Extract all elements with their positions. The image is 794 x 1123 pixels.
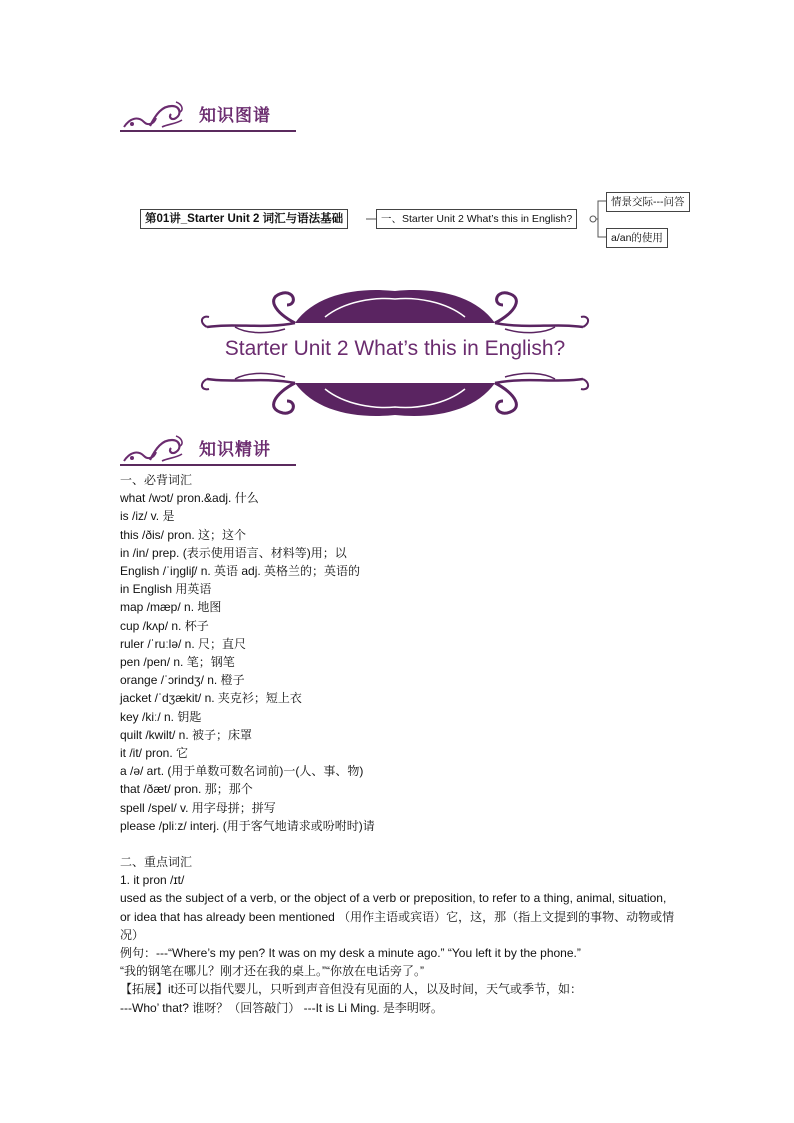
vocab-item: spell /spel/ v. 用字母拼；拼写 <box>120 800 276 815</box>
example-chinese: “我的钢笔在哪儿？刚才还在我的桌上。”“你放在电话旁了。” <box>120 964 424 979</box>
mindmap-child-node: 一、Starter Unit 2 What’s this in English? <box>376 209 577 229</box>
vocab-item: quilt /kwilt/ n. 被子；床罩 <box>120 727 253 742</box>
vocab-item: this /ðis/ pron. 这；这个 <box>120 527 247 542</box>
spacer <box>120 835 680 853</box>
key-vocab-heading: 二、重点词汇 <box>120 855 193 870</box>
banner-title: Starter Unit 2 What’s this in English? <box>224 337 566 360</box>
vocab-item: please /pliːz/ interj. (用于客气地请求或吩咐时)请 <box>120 818 375 833</box>
vocab-item: pen /pen/ n. 笔；钢笔 <box>120 655 235 670</box>
vocab-item: in English 用英语 <box>120 582 212 597</box>
vocab-item: a /ə/ art. (用于单数可数名词前)一(人、事、物) <box>120 764 364 779</box>
lesson-content <box>120 471 680 1017</box>
vocab-item: cup /kʌp/ n. 杯子 <box>120 618 209 633</box>
section-title: 知识图谱 <box>199 106 271 125</box>
vocab-item: is /iz/ v. 是 <box>120 509 175 524</box>
extension-note: 【拓展】it还可以指代婴儿，只听到声音但没有见面的人，以及时间，天气或季节，如： <box>120 982 583 997</box>
vocab-heading: 一、必背词汇 <box>120 473 193 487</box>
example-english: 例句：---“Where’s my pen? It was on my desk a minute ago.” “You left it by the phone.” <box>120 946 581 961</box>
mindmap-leaf-node: 情景交际---问答 <box>606 192 690 212</box>
vocab-item: that /ðæt/ pron. 那；那个 <box>120 782 253 797</box>
vocab-item: English /ˈiŋgliʃ/ n. 英语 adj. 英格兰的；英语的 <box>120 564 361 579</box>
vocab-item: jacket /ˈdʒækit/ n. 夹克衫；短上衣 <box>120 691 302 706</box>
vocab-item: orange /ˈɔrindʒ/ n. 橙子 <box>120 673 245 688</box>
key-vocab-item-title: 1. it pron /ɪt/ <box>120 873 185 888</box>
vocab-item: it /it/ pron. 它 <box>120 746 189 761</box>
flourish-ornament-icon <box>120 434 192 464</box>
mindmap-root-node: 第01讲_Starter Unit 2 词汇与语法基础 <box>140 209 348 229</box>
section-title: 知识精讲 <box>199 440 271 459</box>
vocab-item: ruler /ˈruːlə/ n. 尺；直尺 <box>120 636 247 651</box>
vocab-item: in /in/ prep. (表示使用语言、材料等)用；以 <box>120 545 347 560</box>
section-heading-knowledge-explained <box>120 434 296 466</box>
mindmap-leaf-node: a/an的使用 <box>606 228 668 248</box>
extension-example: ---Who’ that? 谁呀？（回答敲门） ---It is Li Ming. 是李明呀。 <box>120 1000 443 1015</box>
vocab-item: map /mæp/ n. 地图 <box>120 600 222 615</box>
key-vocab-definition: used as the subject of a verb, or the object of a verb or preposition, to refer to a thing, animal, situation, or idea that has already been mentioned （用作主语或宾语）它，这，那（指上文提到的事物、动物或情况） <box>120 891 675 942</box>
mindmap-connectors <box>0 0 794 300</box>
vocab-item: key /kiː/ n. 钥匙 <box>120 709 202 724</box>
vocab-item: what /wɔt/ pron.&adj. 什么 <box>120 491 259 506</box>
